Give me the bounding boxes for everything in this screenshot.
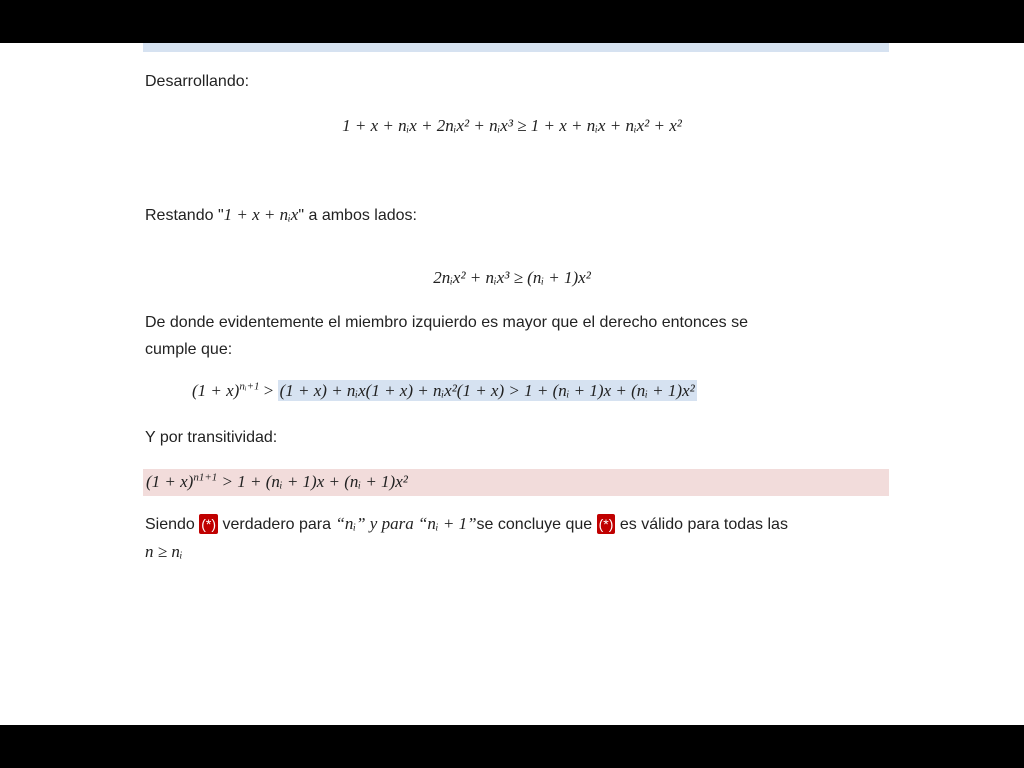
reference-star-badge-2: (*) bbox=[598, 516, 614, 532]
paragraph-donde-line-2: cumple que: bbox=[145, 341, 233, 358]
top-black-bar bbox=[0, 0, 1024, 43]
equation-chain-exponent: nᵢ+1 bbox=[239, 380, 260, 393]
equation-chain-gt: > bbox=[259, 381, 278, 400]
equation-result-rest: > 1 + (nᵢ + 1)x + (nᵢ + 1)x² bbox=[217, 472, 408, 491]
equation-chain-right-highlighted: (1 + x) + nᵢx(1 + x) + nᵢx²(1 + x) > 1 + (nᵢ + 1)x + (nᵢ + 1)x² bbox=[279, 381, 695, 400]
equation-result-exponent: n1+1 bbox=[193, 471, 218, 484]
siendo-text-3: se concluye que bbox=[476, 516, 597, 533]
restando-expr: 1 + x + nᵢx bbox=[223, 205, 299, 224]
equation-result bbox=[146, 472, 408, 492]
equation-expansion bbox=[0, 116, 1024, 136]
paragraph-siendo bbox=[145, 514, 788, 535]
siendo-text-4: es válido para todas las bbox=[615, 516, 788, 533]
paragraph-desarrollando: Desarrollando: bbox=[145, 73, 250, 90]
equation-expansion-text: 1 + x + nᵢx + 2nᵢx² + nᵢx³ ≥ 1 + x + nᵢx + nᵢx² + x² bbox=[342, 116, 682, 135]
final-condition bbox=[145, 542, 183, 562]
reference-star-badge: (*) bbox=[201, 516, 217, 532]
siendo-text-1: Siendo bbox=[145, 516, 200, 533]
equation-result-base: (1 + x) bbox=[146, 472, 194, 491]
bottom-black-bar bbox=[0, 725, 1024, 768]
equation-chain-left: (1 + x) bbox=[192, 381, 240, 400]
highlight-strip-top bbox=[143, 43, 889, 52]
restando-text-1: Restando " bbox=[145, 207, 224, 224]
siendo-text-2: verdadero para bbox=[218, 516, 336, 533]
equation-reduced-text: 2nᵢx² + nᵢx³ ≥ (nᵢ + 1)x² bbox=[433, 268, 591, 287]
siendo-math: “nᵢ” y para “nᵢ + 1” bbox=[335, 514, 477, 533]
restando-text-2: " a ambos lados: bbox=[298, 207, 417, 224]
paragraph-transitividad: Y por transitividad: bbox=[145, 429, 278, 446]
final-condition-text: n ≥ nᵢ bbox=[145, 542, 183, 561]
paragraph-restando bbox=[145, 205, 417, 226]
equation-reduced bbox=[0, 268, 1024, 288]
paragraph-donde-line-1: De donde evidentemente el miembro izquierdo es mayor que el derecho entonces se bbox=[145, 314, 749, 331]
equation-chain bbox=[192, 381, 697, 401]
